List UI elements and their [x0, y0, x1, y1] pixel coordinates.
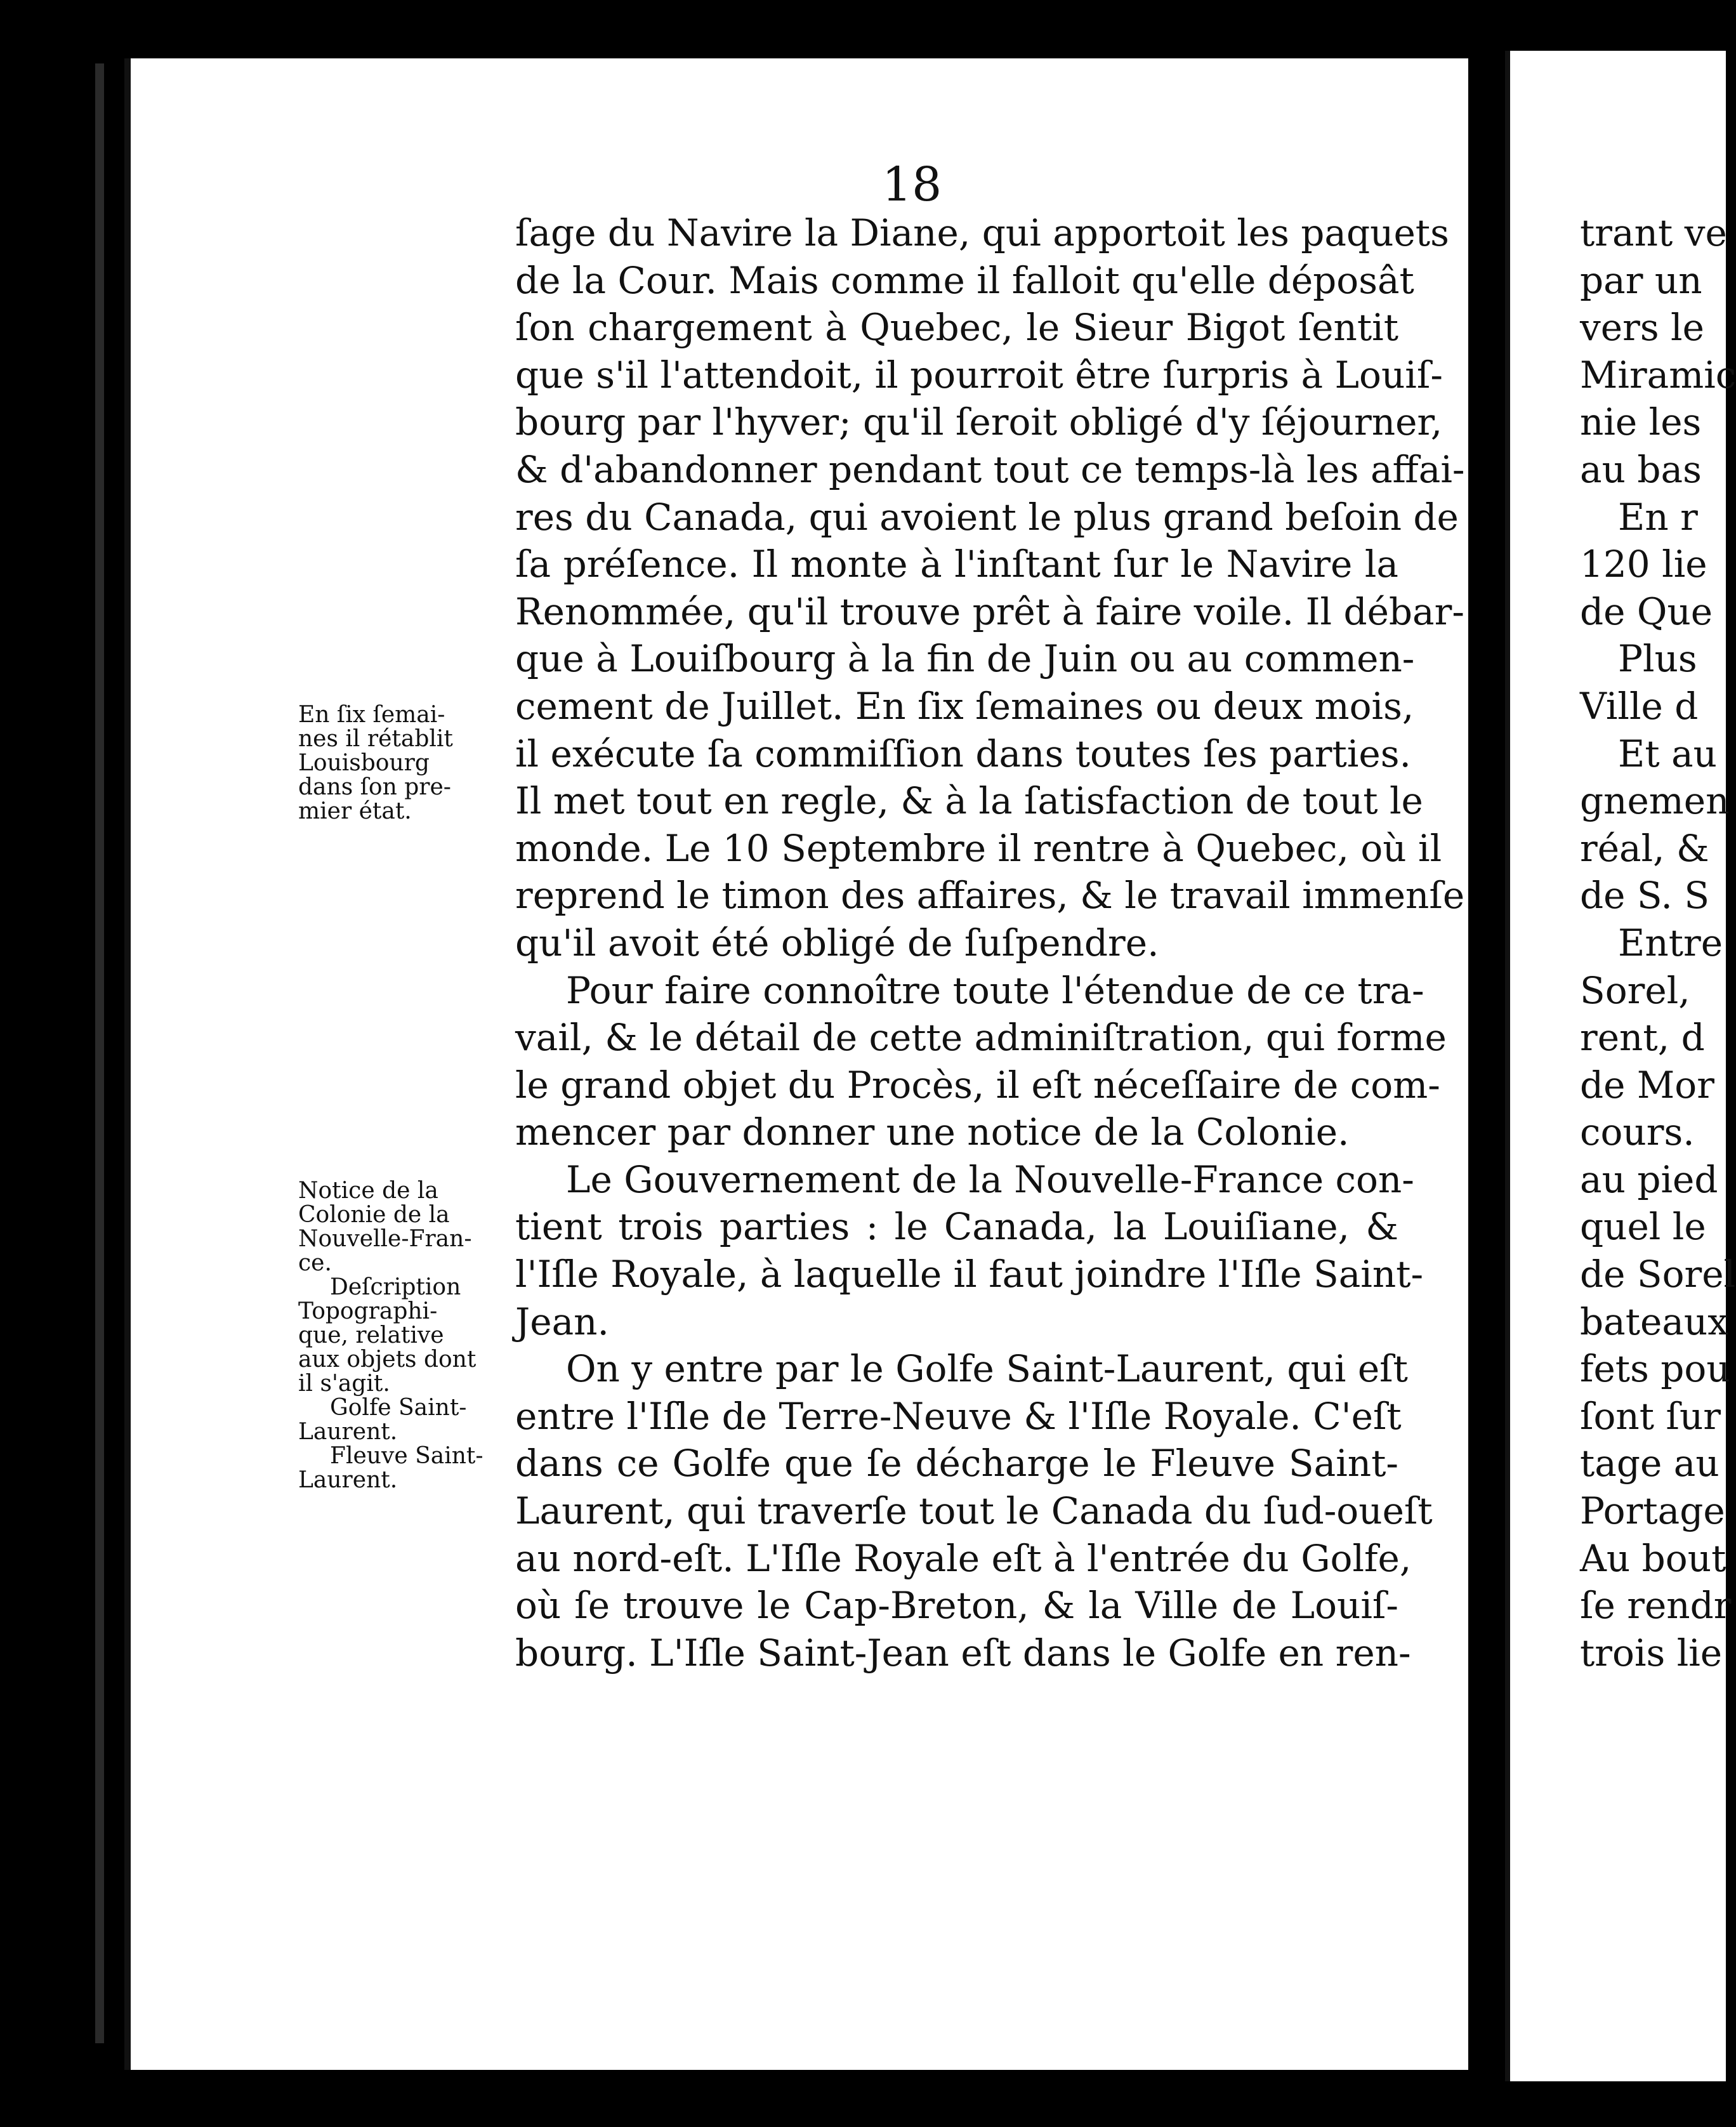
- text-line: que à Louiſbourg à la fin de Juin ou au commen-: [515, 637, 1415, 681]
- text-line: ſa préſence. Il monte à l'inſtant ſur le Navire la: [515, 543, 1398, 586]
- margin-note-line: mier état.: [298, 798, 412, 824]
- text-line: fets pou: [1580, 1347, 1730, 1391]
- text-line: bourg. L'Iſle Saint-Jean eſt dans le Golfe en ren-: [515, 1631, 1411, 1675]
- text-line: bourg par l'hyver; qu'il ſeroit obligé d'y ſéjourner,: [515, 400, 1443, 444]
- margin-note-line: que, relative: [298, 1322, 444, 1348]
- text-line: mencer par donner une notice de la Colonie.: [515, 1110, 1350, 1154]
- margin-note-line: Laurent.: [298, 1419, 398, 1445]
- text-line: reprend le timon des affaires, & le travail immenſe: [515, 874, 1465, 918]
- margin-note-line: Nouvelle-Fran-: [298, 1226, 472, 1252]
- text-line: quel le: [1580, 1205, 1706, 1249]
- text-line: Sorel,: [1580, 968, 1690, 1012]
- text-line: vail, & le détail de cette adminiſtration, qui forme: [515, 1016, 1447, 1060]
- text-line: En r: [1618, 495, 1698, 539]
- text-line: vers le: [1580, 306, 1704, 350]
- text-line: réal, &: [1580, 826, 1709, 870]
- text-line: où ſe trouve le Cap-Breton, & la Ville de Louiſ-: [515, 1584, 1398, 1628]
- margin-note-line: Louisbourg: [298, 750, 430, 776]
- text-line: Portage: [1580, 1489, 1725, 1533]
- margin-note-line: Fleuve Saint-: [330, 1443, 483, 1469]
- text-line: de la Cour. Mais comme il falloit qu'elle déposât: [515, 258, 1414, 302]
- text-line: monde. Le 10 Septembre il rentre à Quebec, où il: [515, 826, 1442, 870]
- text-line: Entre: [1618, 921, 1723, 965]
- text-line: Plus: [1618, 637, 1697, 681]
- text-line: bateaux: [1580, 1300, 1728, 1343]
- margin-note-line: dans ſon pre-: [298, 774, 451, 800]
- text-line: Pour faire connoître toute l'étendue de ce tra-: [566, 968, 1424, 1012]
- text-line: entre l'Iſle de Terre-Neuve & l'Iſle Royale. C'eſt: [515, 1394, 1402, 1438]
- margin-note-line: nes il rétablit: [298, 726, 453, 752]
- text-line: Et au: [1618, 732, 1718, 775]
- margin-note-line: Colonie de la: [298, 1202, 450, 1228]
- left-binding-edge: [95, 63, 104, 2043]
- text-line: au bas: [1580, 447, 1702, 491]
- text-line: Le Gouvernement de la Nouvelle-France con-: [566, 1157, 1414, 1201]
- text-line: de S. S: [1580, 874, 1710, 918]
- text-line: ſon chargement à Quebec, le Sieur Bigot ſentit: [515, 306, 1398, 350]
- text-line: nie les: [1580, 400, 1702, 444]
- text-line: cours.: [1580, 1110, 1695, 1154]
- text-line: dans ce Golfe que ſe décharge le Fleuve Saint-: [515, 1442, 1398, 1485]
- text-line: l'Iſle Royale, à laquelle il faut joindre l'Iſle Saint-: [515, 1253, 1424, 1296]
- page-number: 18: [882, 157, 942, 212]
- margin-note-line: il s'agit.: [298, 1371, 390, 1397]
- text-line: cement de Juillet. En ſix ſemaines ou deux mois,: [515, 684, 1414, 728]
- margin-note-colony-description: [298, 1179, 514, 1492]
- text-line: rent, d: [1580, 1016, 1705, 1060]
- text-line: au pied: [1580, 1157, 1718, 1201]
- text-line: Il met tout en regle, & à la ſatisfaction de tout le: [515, 779, 1423, 823]
- text-line: trois lie: [1580, 1631, 1723, 1675]
- margin-note-line: aux objets dont: [298, 1347, 477, 1373]
- book-gutter: [1468, 51, 1506, 2081]
- margin-note-line: En ſix ſemai-: [298, 702, 445, 728]
- text-line: Jean.: [515, 1300, 609, 1343]
- text-line: & d'abandonner pendant tout ce temps-là les affai-: [515, 447, 1465, 491]
- text-line: trant ve: [1580, 211, 1727, 254]
- text-line: tage au: [1580, 1442, 1720, 1485]
- text-line: Laurent, qui traverſe tout le Canada du ſud-oueſt: [515, 1489, 1433, 1533]
- right-page-text-fragment: [1580, 209, 1736, 1676]
- margin-note-line: Notice de la: [298, 1178, 438, 1204]
- margin-note-rebuilds-louisbourg: [298, 703, 514, 824]
- text-line: qu'il avoit été obligé de ſuſpendre.: [515, 921, 1159, 965]
- margin-note-line: Laurent.: [298, 1467, 398, 1493]
- text-line: par un: [1580, 258, 1702, 302]
- text-line: ſont ſur: [1580, 1394, 1721, 1438]
- margin-note-line: Golfe Saint-: [330, 1395, 467, 1421]
- text-line: ſe rendr: [1580, 1584, 1732, 1628]
- margin-note-line: ce.: [298, 1250, 332, 1276]
- margin-note-line: Deſcription: [330, 1274, 461, 1300]
- text-line: Renommée, qu'il trouve prêt à faire voile. Il débar-: [515, 589, 1464, 633]
- text-line: Ville d: [1580, 684, 1699, 728]
- text-line: On y entre par le Golfe Saint-Laurent, qui eſt: [566, 1347, 1408, 1391]
- text-line: de Sorel: [1580, 1253, 1736, 1296]
- main-text-block: [515, 209, 1465, 1676]
- text-line: ſage du Navire la Diane, qui apportoit les paquets: [515, 211, 1449, 254]
- text-line: le grand objet du Procès, il eſt néceſſaire de com-: [515, 1063, 1440, 1107]
- text-line: 120 lie: [1580, 543, 1707, 586]
- margin-note-line: Topographi-: [298, 1298, 438, 1324]
- text-line: tient trois parties : le Canada, la Louiſiane, &: [515, 1205, 1398, 1249]
- text-line: de Que: [1580, 589, 1713, 633]
- text-line: Miramic: [1580, 353, 1736, 397]
- text-line: Au bout: [1580, 1536, 1726, 1580]
- text-line: gnemen: [1580, 779, 1730, 823]
- text-line: au nord-eſt. L'Iſle Royale eſt à l'entrée du Golfe,: [515, 1536, 1412, 1580]
- text-line: de Mor: [1580, 1063, 1714, 1107]
- text-line: que s'il l'attendoit, il pourroit être ſurpris à Louiſ-: [515, 353, 1443, 397]
- text-line: il exécute ſa commiſſion dans toutes ſes parties.: [515, 732, 1411, 775]
- text-line: res du Canada, qui avoient le plus grand beſoin de: [515, 495, 1459, 539]
